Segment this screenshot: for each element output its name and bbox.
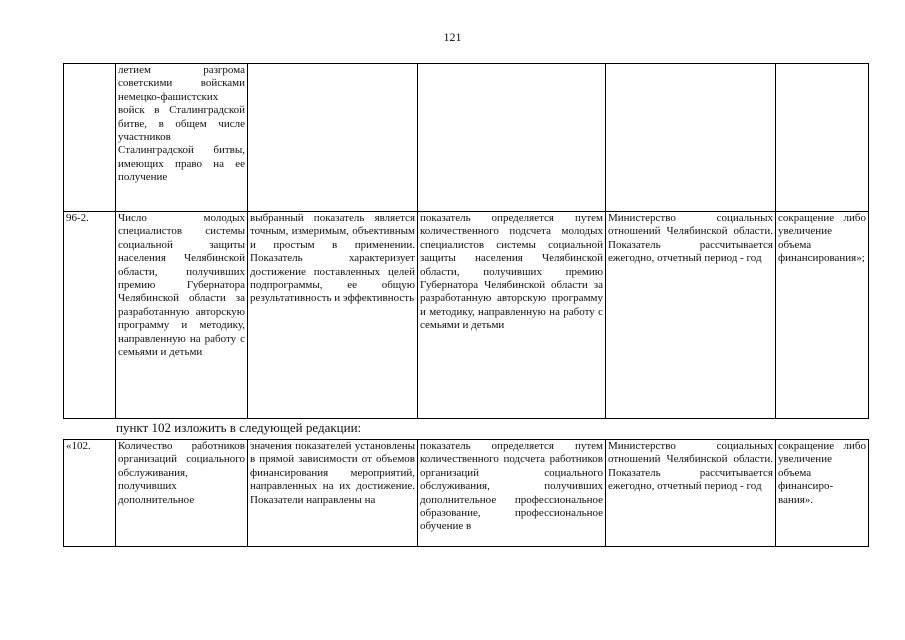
- amendment-instruction: пункт 102 изложить в следующей редакции:: [116, 420, 362, 435]
- cell-indicator-name: Количество работников организаций социального обслуживания, получивших дополнительное: [116, 440, 248, 547]
- cell-number: 96-2.: [64, 212, 116, 419]
- cell-indicator-name: летием разгрома советскими войсками немецко-фашистских войск в Сталинградской битве, в общем числе участников Сталинградской битвы, имеющих право на ее получение: [116, 64, 248, 212]
- cell-justification: значения показателей установлены в прямой зависимости от объемов финансирования мероприятий, направленных на их достижение. Показатели направлены на: [248, 440, 418, 547]
- cell-justification: выбранный показатель является точным, измеримым, объективным и простым в применении. Показатель характеризует достижение поставленных целей подпрограммы, ее общую результативность и эффективность: [248, 212, 418, 419]
- table-row-continued: [64, 64, 869, 212]
- cell-number: «102.: [64, 440, 116, 547]
- cell-responsible: Министерство социальных отношений Челябинской области. Показатель рассчитывается ежегодно, отчетный период - год: [606, 440, 776, 547]
- indicator-table-item-102: [63, 439, 869, 547]
- cell-indicator-name: Число молодых специалистов системы социальной защиты населения Челябинской области, получивших премию Губернатора Челябинской области за разработанную авторскую программу и методику, направленную на работу с семьями и детьми: [116, 212, 248, 419]
- cell-note: [776, 64, 869, 212]
- cell-calculation-method: [418, 64, 606, 212]
- cell-justification: [248, 64, 418, 212]
- table-row-102: [64, 440, 869, 547]
- cell-calculation-method: показатель определяется путем количественного подсчета молодых специалистов системы социальной защиты населения Челябинской области, получивших премию Губернатора Челябинской области за разработанную авторскую программу и методику, направленную на работу с семьями и детьми: [418, 212, 606, 419]
- cell-responsible: Министерство социальных отношений Челябинской области. Показатель рассчитывается ежегодно, отчетный период - год: [606, 212, 776, 419]
- cell-responsible: [606, 64, 776, 212]
- table-row-96-2: [64, 212, 869, 419]
- cell-calculation-method: показатель определяется путем количественного подсчета работников организаций социального обслуживания, получивших дополнительное профессиональное образование, профессиональное обучение в: [418, 440, 606, 547]
- cell-note: сокращение либо увеличение объема финансирования»;: [776, 212, 869, 419]
- indicator-table-continued: [63, 63, 869, 419]
- page-number: 121: [443, 30, 462, 44]
- cell-note: сокращение либо увеличение объема финансиро-вания».: [776, 440, 869, 547]
- cell-number: [64, 64, 116, 212]
